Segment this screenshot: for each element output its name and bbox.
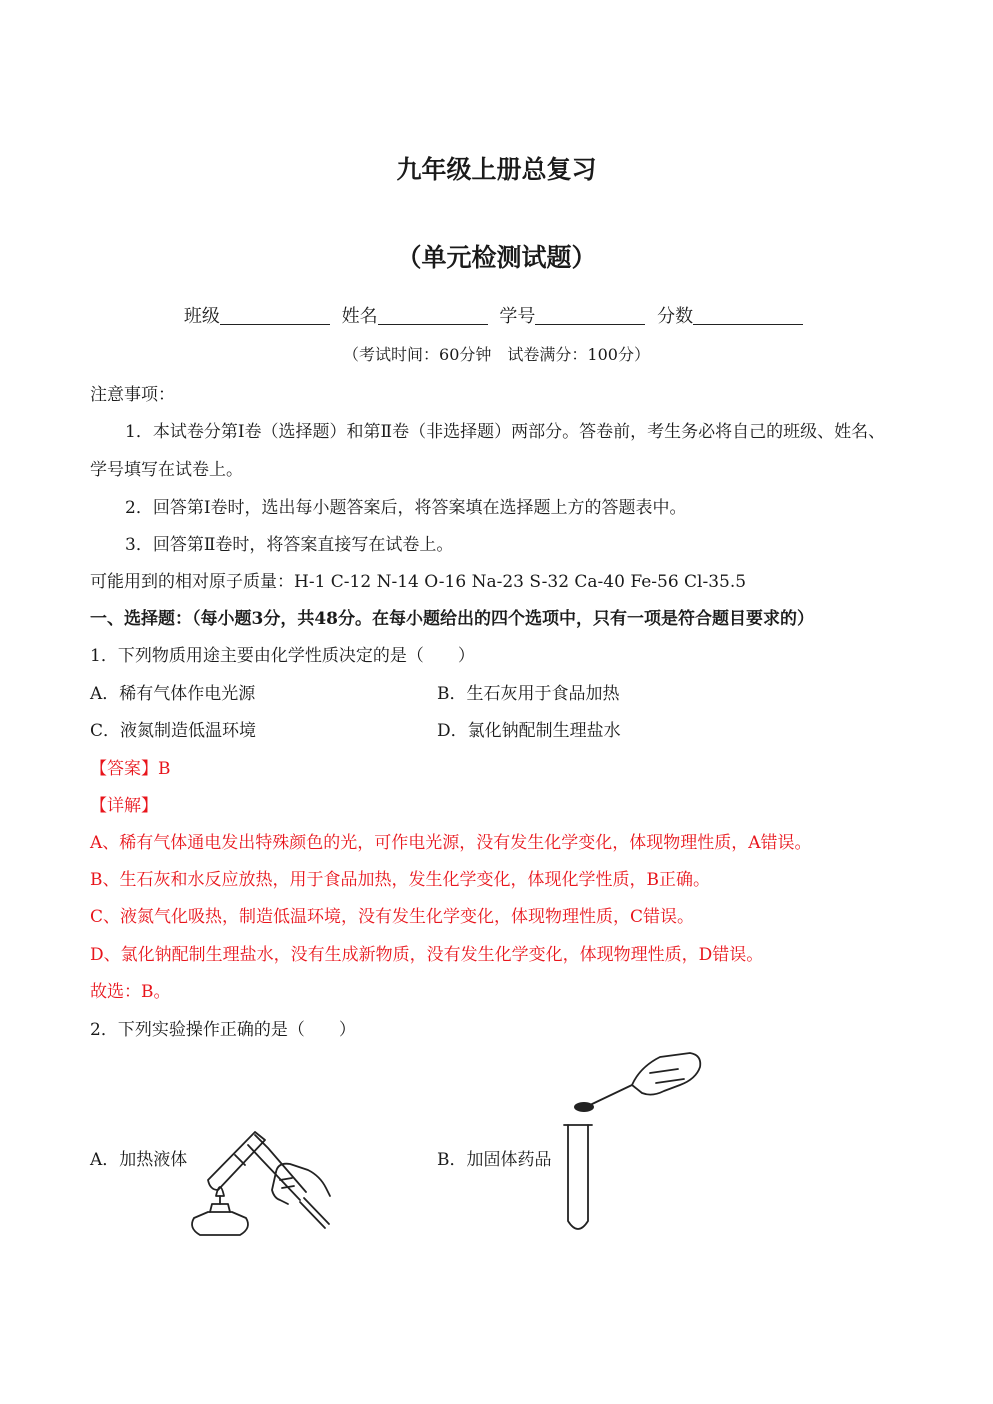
adding-solid-illustration [560, 1045, 710, 1240]
notice-item-2: 2．回答第Ⅰ卷时，选出每小题答案后，将答案填在选择题上方的答题表中。 [125, 498, 687, 518]
q1-detail-a: A、稀有气体通电发出特殊颜色的光，可作电光源，没有发生化学变化，体现物理性质，A错误。 [90, 833, 812, 853]
q1-answer: 【答案】B [90, 759, 171, 779]
q1-detail-d: D、氯化钠配制生理盐水，没有生成新物质，没有发生化学变化，体现物理性质，D错误。 [90, 945, 764, 965]
score-blank[interactable] [693, 306, 803, 325]
section-heading: 一、选择题：（每小题3分，共48分。在每小题给出的四个选项中，只有一项是符合题目要求的） [90, 609, 814, 629]
q1-detail-b: B、生石灰和水反应放热，用于食品加热，发生化学变化，体现化学性质，B正确。 [90, 870, 710, 890]
name-blank[interactable] [378, 306, 488, 325]
name-label: 姓名 [341, 306, 378, 327]
q1-option-d: D．氯化钠配制生理盐水 [437, 721, 621, 741]
q2-option-a: A．加热液体 [90, 1150, 188, 1170]
page-title: 九年级上册总复习 [396, 155, 597, 184]
notice-item-1: 1．本试卷分第Ⅰ卷（选择题）和第Ⅱ卷（非选择题）两部分。答卷前，考生务必将自己的班级、姓名、 [125, 422, 886, 442]
q1-option-b: B．生石灰用于食品加热 [437, 684, 620, 704]
class-label: 班级 [183, 306, 220, 327]
student-id-blank[interactable] [535, 306, 645, 325]
q1-conclusion: 故选：B。 [90, 982, 171, 1002]
q1-option-c: C．液氮制造低温环境 [90, 721, 257, 741]
exam-info: （考试时间：60分钟 试卷满分：100分） [343, 345, 650, 364]
atomic-mass-line: 可能用到的相对原子质量：H-1 C-12 N-14 O-16 Na-23 S-32 Ca-40 Fe-56 Cl-35.5 [90, 572, 747, 592]
question-2-stem: 2．下列实验操作正确的是（ ） [90, 1020, 356, 1040]
question-1-stem: 1．下列物质用途主要由化学性质决定的是（ ） [90, 646, 475, 666]
student-id-label: 学号 [499, 306, 536, 327]
notice-item-3: 3．回答第Ⅱ卷时，将答案直接写在试卷上。 [125, 535, 454, 555]
page-subtitle: （单元检测试题） [396, 243, 597, 272]
class-blank[interactable] [220, 306, 330, 325]
heating-liquid-illustration [180, 1120, 340, 1245]
spoon-bowl-icon [574, 1102, 594, 1112]
q2-option-b: B．加固体药品 [437, 1150, 552, 1170]
q1-detail-heading: 【详解】 [90, 796, 158, 816]
score-label: 分数 [657, 306, 694, 327]
student-info-fields [0, 302, 993, 328]
notice-heading: 注意事项： [90, 385, 175, 405]
notice-item-1-cont: 学号填写在试卷上。 [90, 460, 243, 480]
q1-option-a: A．稀有气体作电光源 [90, 684, 256, 704]
q1-detail-c: C、液氮气化吸热，制造低温环境，没有发生化学变化，体现物理性质，C错误。 [90, 907, 695, 927]
